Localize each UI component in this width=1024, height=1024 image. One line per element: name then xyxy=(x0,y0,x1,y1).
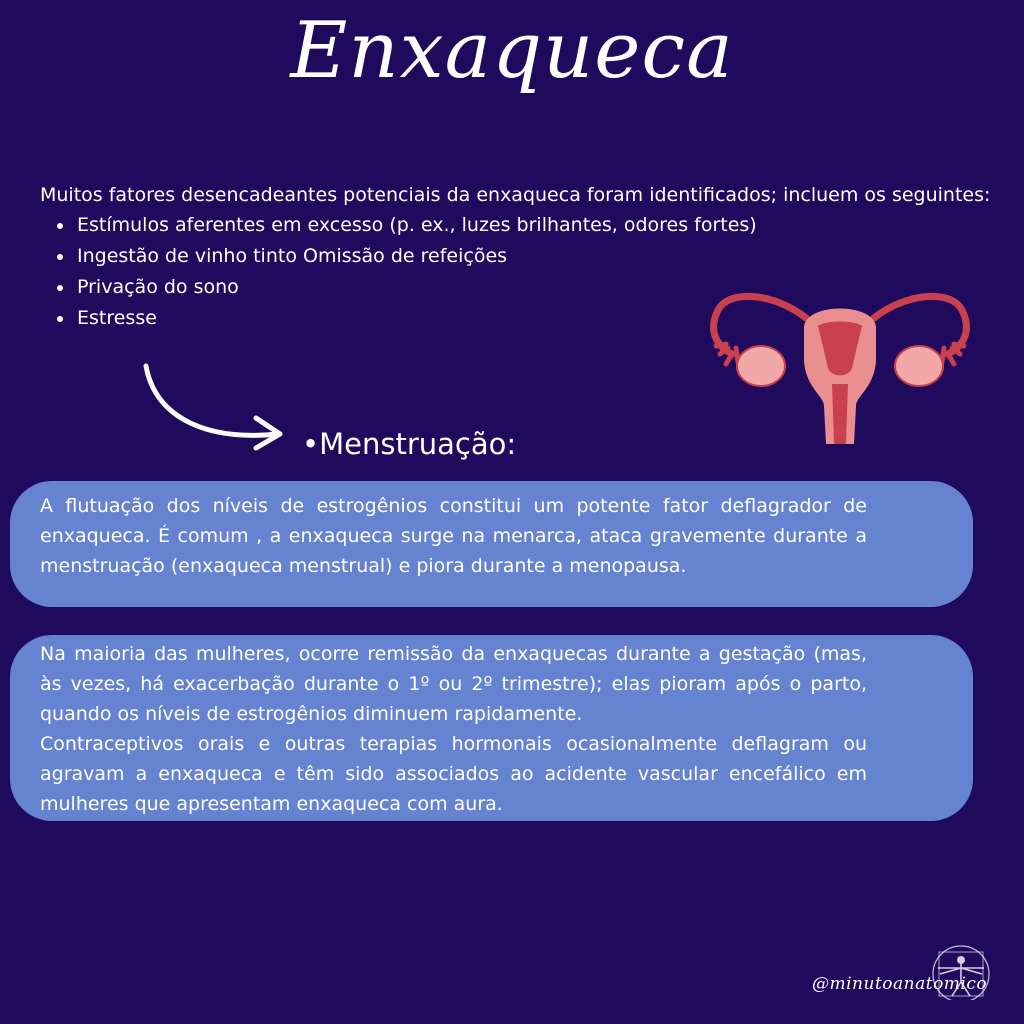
factor-item: Estímulos aferentes em excesso (p. ex., luzes brilhantes, odores fortes) xyxy=(77,210,1014,241)
curved-arrow-icon xyxy=(138,362,288,452)
factor-item: Privação do sono xyxy=(77,272,1014,303)
pregnancy-info-text: Na maioria das mulheres, ocorre remissão da enxaquecas durante a gestação (mas, às vezes, há exacerbação durante o 1º ou 2º trimestre); elas pioram após o parto, quando os níveis de estrogênios diminuem rapidamente. xyxy=(40,643,867,725)
intro-text: Muitos fatores desencadeantes potenciais da enxaqueca foram identificados; incluem os seguintes: xyxy=(40,184,991,206)
factor-item: Estresse xyxy=(77,303,1014,334)
uterus-icon xyxy=(706,288,976,448)
social-handle: @minutoanatomico xyxy=(812,974,988,994)
pregnancy-info-box xyxy=(10,635,973,821)
estrogen-info-text: A flutuação dos níveis de estrogênios constitui um potente fator deflagrador de enxaqueca. É comum , a enxaqueca surge na menarca, ataca gravemente durante a menstruação (enxaqueca menstrual) e piora durante a menopausa. xyxy=(40,495,867,577)
page-title: Enxaqueca xyxy=(290,6,734,96)
menstruation-heading: •Menstruação: xyxy=(302,427,517,461)
factor-item: Ingestão de vinho tinto Omissão de refeições xyxy=(77,241,1014,272)
contraceptives-info-text: Contraceptivos orais e outras terapias hormonais ocasionalmente deflagram ou agravam a enxaqueca e têm sido associados ao acidente vascular encefálico em mulheres que apresentam enxaqueca com aura. xyxy=(40,733,867,815)
estrogen-info-box xyxy=(10,481,973,607)
